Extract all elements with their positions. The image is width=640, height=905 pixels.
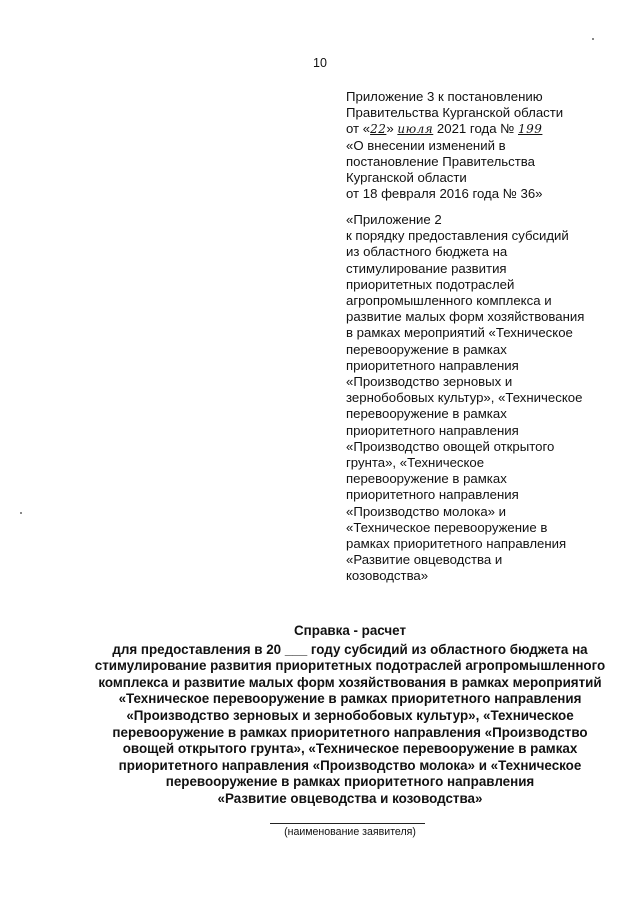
attachment-line: от 18 февраля 2016 года № 36»	[346, 186, 543, 202]
applicant-name-line	[270, 823, 425, 824]
calculation-heading: Справка - расчет	[294, 623, 406, 638]
attachment-line: Приложение 3 к постановлению	[346, 89, 543, 104]
appendix-line: перевооружение в рамках	[346, 406, 507, 422]
appendix-line: перевооружение в рамках	[346, 471, 507, 487]
appendix-line: грунта», «Техническое	[346, 455, 485, 471]
appendix-line: рамках приоритетного направления	[346, 536, 567, 552]
title-line: «Производство зерновых и зернобобовых культур», «Техническое	[126, 707, 574, 723]
appendix-line: к порядку предоставления субсидий	[346, 228, 569, 244]
date-prefix: от «	[346, 121, 371, 137]
attachment-date-line	[346, 121, 621, 137]
appendix-line: «Приложение 2	[346, 212, 442, 227]
appendix-line: перевооружение в рамках	[346, 341, 507, 357]
appendix-line: козоводства»	[346, 568, 429, 584]
appendix-line: стимулирование развития	[346, 260, 507, 276]
handwritten-month: июля	[397, 122, 434, 137]
scan-speck	[20, 512, 22, 514]
title-line: «Развитие овцеводства и козоводства»	[217, 790, 483, 806]
attachment-line: постановление Правительства	[346, 153, 535, 169]
appendix-line: «Производство молока» и	[346, 503, 507, 519]
attachment-line: Правительства Курганской области	[346, 105, 564, 121]
appendix-line: агропромышленного комплекса и	[346, 293, 552, 309]
appendix-line: «Производство овощей открытого	[346, 438, 555, 454]
appendix-line: зернобобовых культур», «Техническое	[346, 390, 583, 406]
appendix-line: «Развитие овцеводства и	[346, 552, 503, 568]
attachment-line: «О внесении изменений в	[346, 137, 506, 153]
title-line: овощей открытого грунта», «Техническое перевооружение в рамках	[122, 741, 578, 757]
title-line: «Техническое перевооружение в рамках приоритетного направления	[118, 691, 582, 707]
appendix-line: приоритетных подотраслей	[346, 276, 515, 292]
appendix-line: в рамках мероприятий «Техническое	[346, 325, 573, 341]
date-mid: »	[386, 121, 398, 137]
handwritten-day: 22	[370, 122, 387, 137]
applicant-caption: (наименование заявителя)	[284, 826, 416, 838]
appendix-line: «Производство зерновых и	[346, 374, 513, 390]
title-line: комплекса и развитие малых форм хозяйствования в рамках мероприятий	[98, 674, 602, 690]
title-line: перевооружение в рамках приоритетного направления	[165, 774, 535, 790]
handwritten-number: 199	[518, 122, 543, 137]
scan-speck	[592, 38, 594, 40]
page-number: 10	[313, 56, 327, 70]
appendix-line: из областного бюджета на	[346, 244, 508, 260]
date-suffix: 2021 года №	[433, 121, 518, 137]
calculation-title	[90, 623, 610, 808]
appendix-line: развитие малых форм хозяйствования	[346, 309, 585, 325]
appendix-line: «Техническое перевооружение в	[346, 519, 548, 535]
appendix-line: приоритетного направления	[346, 487, 519, 503]
title-line: для предоставления в 20 ___ году субсидий из областного бюджета на	[112, 641, 588, 657]
title-line: приоритетного направления «Производство молока» и «Техническое	[118, 757, 582, 773]
title-line: перевооружение в рамках приоритетного направления «Производство	[112, 724, 588, 740]
title-line: стимулирование развития приоритетных подотраслей агропромышленного	[94, 658, 606, 674]
appendix-line: приоритетного направления	[346, 357, 519, 373]
attachment-header	[346, 89, 621, 202]
appendix-2-block	[346, 212, 621, 585]
attachment-line: Курганской области	[346, 170, 467, 186]
appendix-line: приоритетного направления	[346, 422, 519, 438]
